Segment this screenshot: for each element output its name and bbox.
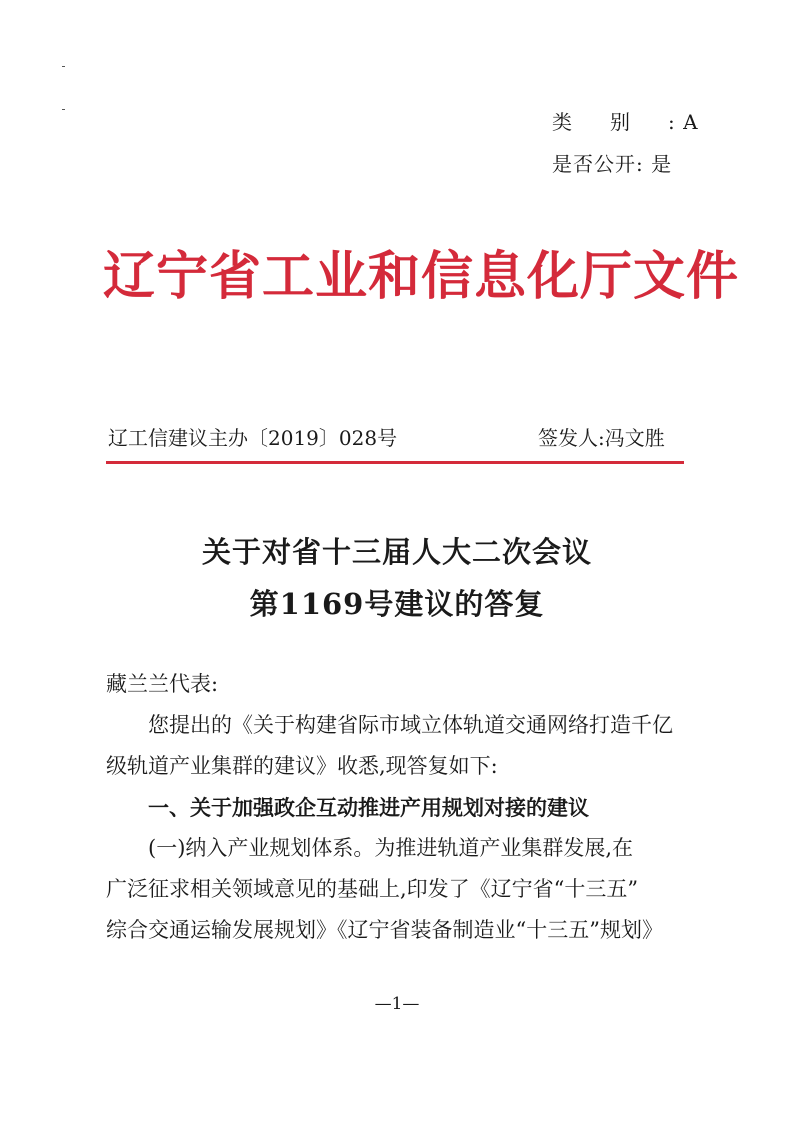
category-value: A xyxy=(683,110,699,134)
section-heading-1-text: 一、关于加强政企互动推进产用规划对接的建议 xyxy=(148,795,589,820)
category-label: 类别 xyxy=(552,110,668,134)
paragraph-1-line-1: 您提出的《关于构建省际市域立体轨道交通网络打造千亿 xyxy=(148,713,673,737)
category-field xyxy=(552,106,699,135)
scan-mark xyxy=(62,109,65,110)
paragraph-1 xyxy=(106,705,696,787)
salutation: 藏兰兰代表: xyxy=(106,672,219,696)
signer-label: 签发人: xyxy=(538,426,605,450)
signer-name: 冯文胜 xyxy=(604,426,665,450)
red-divider xyxy=(106,461,684,464)
paragraph-2 xyxy=(106,828,696,951)
scan-mark xyxy=(62,66,65,67)
paragraph-2-line-2: 广泛征求相关领域意见的基础上,印发了《辽宁省“十三五” xyxy=(106,877,639,901)
signer xyxy=(538,422,665,451)
reply-title-line-1: 关于对省十三届人大二次会议 xyxy=(201,535,592,569)
category-colon: : xyxy=(668,110,676,134)
paragraph-2-line-1: (一)纳入产业规划体系。为推进轨道产业集群发展,在 xyxy=(148,836,634,860)
paragraph-1-line-2: 级轨道产业集群的建议》收悉,现答复如下: xyxy=(106,754,498,778)
public-colon: : xyxy=(636,152,644,176)
public-label: 是否公开 xyxy=(552,152,636,176)
reply-title-line-2: 第1169号建议的答复 xyxy=(249,587,545,621)
section-heading-1 xyxy=(106,787,696,828)
public-value: 是 xyxy=(651,152,673,176)
document-header-title: 辽宁省工业和信息化厅文件 xyxy=(103,247,740,307)
document-number: 辽工信建议主办〔2019〕028号 xyxy=(108,426,398,450)
page-number: —1— xyxy=(374,994,420,1014)
public-field xyxy=(552,148,672,177)
paragraph-2-line-3: 综合交通运输发展规划》《辽宁省装备制造业“十三五”规划》 xyxy=(106,918,663,942)
